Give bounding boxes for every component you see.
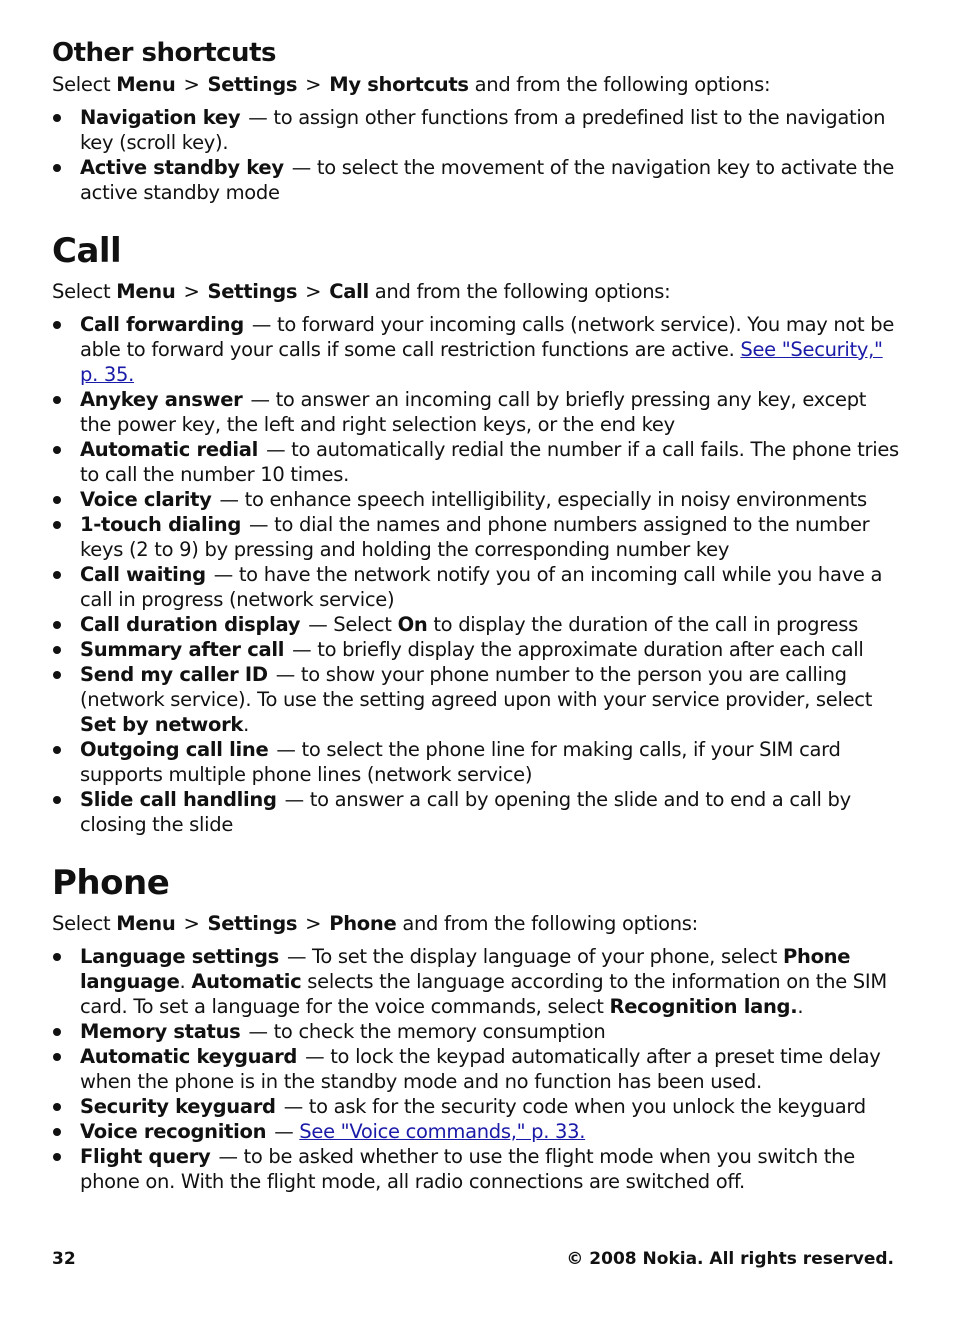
bullet-icon — [53, 671, 61, 679]
option-term: Voice clarity — [80, 488, 212, 511]
path-menu: Menu — [116, 73, 176, 96]
bullet-icon — [53, 114, 61, 122]
list-item — [52, 944, 902, 1019]
path-target: Call — [329, 280, 369, 303]
bullet-icon — [53, 1103, 61, 1111]
option-desc: — — [274, 1120, 294, 1143]
option-term: Anykey answer — [80, 388, 243, 411]
list-item — [52, 512, 902, 562]
path-menu: Menu — [116, 280, 176, 303]
list-item — [52, 637, 902, 662]
option-desc: — Select — [308, 613, 392, 636]
section-title-call: Call — [52, 231, 122, 271]
path-separator: > — [305, 912, 322, 935]
option-desc: . — [243, 713, 249, 736]
menu-path — [52, 911, 902, 936]
option-term: Flight query — [80, 1145, 211, 1168]
option-desc: — to select the movement of the navigation key to activate the active standby mode — [80, 156, 895, 204]
options-list — [52, 105, 902, 205]
security-link[interactable]: See "Security," p. 35. — [80, 338, 883, 386]
bullet-icon — [53, 621, 61, 629]
path-select-text: Select — [52, 912, 111, 935]
path-target: My shortcuts — [329, 73, 469, 96]
bullet-icon — [53, 1128, 61, 1136]
list-item — [52, 1119, 902, 1144]
bullet-icon — [53, 571, 61, 579]
option-term: Automatic keyguard — [80, 1045, 298, 1068]
option-term: Outgoing call line — [80, 738, 269, 761]
option-desc: — to ask for the security code when you unlock the keyguard — [283, 1095, 866, 1118]
path-separator: > — [183, 912, 200, 935]
bullet-icon — [53, 953, 61, 961]
bullet-icon — [53, 446, 61, 454]
path-select-text: Select — [52, 73, 111, 96]
option-term: Language settings — [80, 945, 279, 968]
path-suffix: and from the following options: — [474, 73, 771, 96]
options-list — [52, 312, 902, 837]
bullet-icon — [53, 1028, 61, 1036]
path-suffix: and from the following options: — [402, 912, 698, 935]
bullet-icon — [53, 164, 61, 172]
path-separator: > — [183, 73, 200, 96]
option-desc: — to enhance speech intelligibility, especially in noisy environments — [219, 488, 867, 511]
list-item — [52, 662, 902, 737]
path-settings: Settings — [207, 912, 298, 935]
page-number: 32 — [52, 1249, 76, 1269]
option-term: Send my caller ID — [80, 663, 268, 686]
option-desc: — to answer an incoming call by briefly pressing any key, except the power key, the left and right selection keys, or the end key — [80, 388, 867, 436]
bullet-icon — [53, 496, 61, 504]
path-select-text: Select — [52, 280, 111, 303]
option-desc: to display the duration of the call in progress — [433, 613, 858, 636]
bullet-icon — [53, 1053, 61, 1061]
option-desc: — to briefly display the approximate duration after each call — [292, 638, 864, 661]
option-desc: — to be asked whether to use the flight mode when you switch the phone on. With the flight mode, all radio connections are switched off. — [80, 1145, 855, 1193]
list-item — [52, 1094, 902, 1119]
list-item — [52, 105, 902, 155]
path-separator: > — [305, 73, 322, 96]
menu-path — [52, 72, 902, 97]
bullet-icon — [53, 646, 61, 654]
list-item — [52, 1019, 902, 1044]
option-term: Call waiting — [80, 563, 206, 586]
bullet-icon — [53, 396, 61, 404]
path-separator: > — [183, 280, 200, 303]
option-term: Active standby key — [80, 156, 284, 179]
option-value: Automatic — [191, 970, 302, 993]
option-desc: — to select the phone line for making calls, if your SIM card supports multiple phone lines (network service) — [80, 738, 841, 786]
list-item — [52, 1144, 902, 1194]
section-title-phone: Phone — [52, 863, 170, 903]
bullet-icon — [53, 1153, 61, 1161]
list-item — [52, 437, 902, 487]
bullet-icon — [53, 521, 61, 529]
option-desc: — to check the memory consumption — [248, 1020, 606, 1043]
option-desc: — To set the display language of your phone, select — [286, 945, 778, 968]
bullet-icon — [53, 321, 61, 329]
option-term: Navigation key — [80, 106, 241, 129]
list-item — [52, 612, 902, 637]
option-term: Call forwarding — [80, 313, 244, 336]
list-item — [52, 787, 902, 837]
list-item — [52, 155, 902, 205]
path-separator: > — [305, 280, 322, 303]
option-term: Memory status — [80, 1020, 241, 1043]
option-desc: — to answer a call by opening the slide and to end a call by closing the slide — [80, 788, 851, 836]
path-suffix: and from the following options: — [374, 280, 671, 303]
list-item — [52, 562, 902, 612]
option-desc: — to have the network notify you of an incoming call while you have a call in progress (network service) — [80, 563, 883, 611]
bullet-icon — [53, 796, 61, 804]
option-desc: — to show your phone number to the person you are calling (network service). To use the setting agreed upon with your service provider, select — [80, 663, 873, 711]
option-value: Recognition lang. — [609, 995, 798, 1018]
option-desc: . — [179, 970, 186, 993]
path-settings: Settings — [207, 280, 298, 303]
option-desc: — to assign other functions from a predefined list to the navigation key (scroll key). — [80, 106, 886, 154]
list-item — [52, 487, 902, 512]
option-desc: selects the language according to the information on the SIM card. To set a language for the voice commands, select — [80, 970, 887, 1018]
copyright-notice: © 2008 Nokia. All rights reserved. — [566, 1249, 894, 1269]
option-value: Set by network — [80, 713, 244, 736]
list-item — [52, 737, 902, 787]
option-desc: — to lock the keypad automatically after a preset time delay when the phone is in the standby mode and no function has been used. — [80, 1045, 881, 1093]
list-item — [52, 312, 902, 387]
option-term: Call duration display — [80, 613, 301, 636]
voice-commands-link[interactable]: See "Voice commands," p. 33. — [299, 1120, 586, 1143]
list-item — [52, 1044, 902, 1094]
list-item — [52, 387, 902, 437]
option-term: Slide call handling — [80, 788, 277, 811]
menu-path — [52, 279, 902, 304]
bullet-icon — [53, 746, 61, 754]
option-term: Automatic redial — [80, 438, 259, 461]
option-desc: — to forward your incoming calls (network service). You may not be able to forward your calls if some call restriction functions are active. — [80, 313, 895, 361]
path-menu: Menu — [116, 912, 176, 935]
option-term: Voice recognition — [80, 1120, 267, 1143]
path-settings: Settings — [207, 73, 298, 96]
page-footer — [52, 1249, 894, 1269]
option-value: Phone language — [80, 945, 851, 993]
option-desc: . — [797, 995, 804, 1018]
option-term: Summary after call — [80, 638, 285, 661]
section-title-other-shortcuts: Other shortcuts — [52, 38, 276, 68]
path-target: Phone — [329, 912, 397, 935]
option-term: Security keyguard — [80, 1095, 276, 1118]
option-value: On — [397, 613, 428, 636]
option-desc: — to dial the names and phone numbers assigned to the number keys (2 to 9) by pressing and holding the corresponding number key — [80, 513, 870, 561]
options-list — [52, 944, 902, 1194]
option-desc: — to automatically redial the number if a call fails. The phone tries to call the number 10 times. — [80, 438, 899, 486]
option-term: 1-touch dialing — [80, 513, 242, 536]
page-content — [52, 38, 902, 1194]
